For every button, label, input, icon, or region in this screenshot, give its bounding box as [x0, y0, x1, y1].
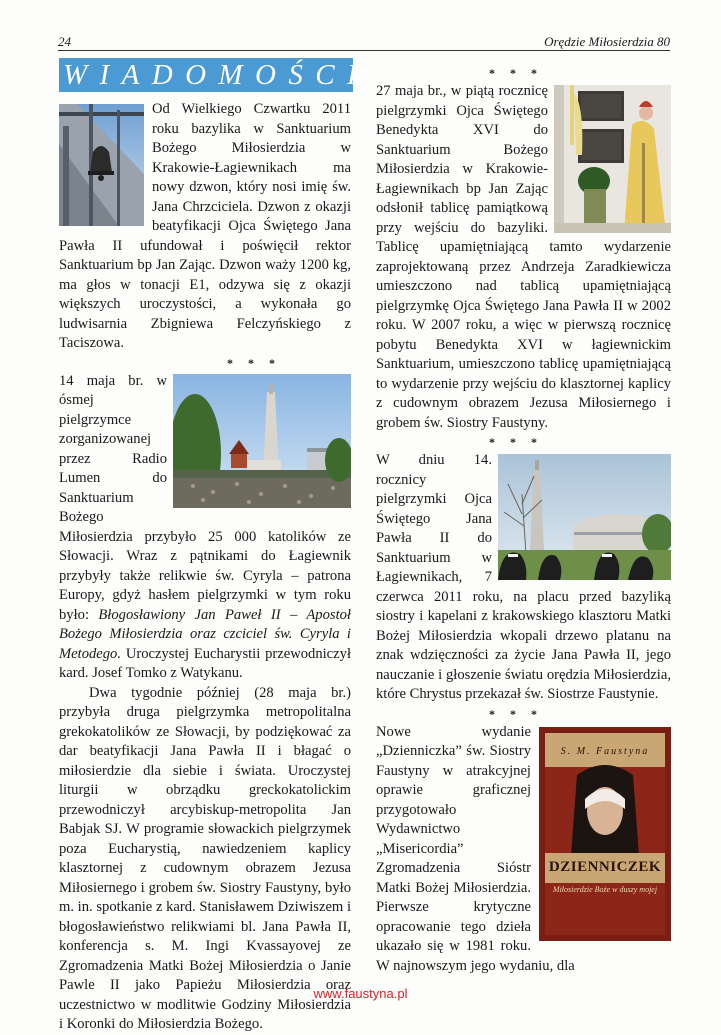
journal-title: Orędzie Miłosierdzia 80 — [544, 34, 670, 49]
pilgrimage-photo — [173, 374, 351, 508]
section-banner — [59, 58, 370, 92]
page-number: 24 — [58, 34, 71, 49]
plaque-article: 27 maja br., w piątą rocznicę pielgrzymki Ojca Świętego Benedykta XVI do Sanktuarium Bożego Miłosierdzia w Krakowie-Łagiewnikach bp Jan Zając odsłonił tablicę pamiątkową przy wejściu do bazyliki. Tablicę upamiętniającą tamto wydarzenie zaprojektowaną przez Andrzeja Zaradkiewicza umieszczono nad tablicą upamiętniającą pielgrzymkę Ojca Świętego Jana Pawła II w 2002 roku. W 2007 roku, a więc w pierwszą rocznicę pobytu Benedykta XVI w łagiewnickim Sanktuarium, umieszczono tablicę upamiętniającą to wydarzenie przy wejściu do klasztornej kaplicy z cudownym obrazem Jezusa Miłosiernego i grobem św. Siostry Faustyny. — [376, 83, 671, 431]
greek-catholic-article: Dwa tygodnie później (28 maja br.) przybyła druga pielgrzymka metropolitalna grekokatolików ze Słowacji, by podziękować za dar beatyfikacji Jana Pawła II i błagać o miłosierdzie dla siebie i świata. Uroczystej liturgii w obrządku greckokatolickim przewodniczył arcybiskup-metropolita Jan Babjak SJ. W programie słowackich pielgrzymek poza Eucharystią, nawiedzeniem kaplicy klasztornej z cudownym obrazem Jezusa Miłosiernego i grobem św. Siostry Faustyny, było m. in. spotkanie z kard. Stanisławem Dziwiszem i błogosławieństwo relikwiami bl. Jana Pawła II, konferencja s. M. Ingi Kvassayovej ze Zgromadzenia Matki Bożej Miłosierdzia o Janie Pawle II jako Papieżu Miłosierdzia oraz uczestnictwo w modlitwie Godziny Miłosierdzia i Koronki do Miłosierdzia Bożego. — [59, 684, 351, 1032]
separator-3: * * * — [489, 435, 543, 449]
separator-4: * * * — [489, 706, 543, 721]
diary-article: Nowe wydanie „Dzienniczka” św. Siostry Faustyny w atrakcyjnej oprawie graficznej przygotowało Wydawnictwo „Misericordia” Zgromadzenia Sióstr Matki Bożej Miłosierdzia. Pierwsze krytyczne opracowanie tego dzieła ukazało się w 1981 roku. W najnowszym jego wydaniu, dla — [376, 723, 575, 974]
plane-tree-photo — [498, 454, 671, 580]
pilgrimage-text-start: 14 maja br. w ósmej pielgrzymce zorganizowanej przez Radio Lumen do Sanktuarium Bożego Miłosierdzia przybyło 25 000 katolików ze Słowacji. Wraz z pątnikami do Łagiewnik przybyły także relikwie św. Cyryla – patrona Europy, gdyż hasłem pielgrzymki w tym roku było: — [59, 372, 351, 623]
footer-url[interactable] — [0, 986, 721, 1001]
pilgrimage-motto: Błogosławiony Jan Paweł II – Apostoł Bożego Miłosierdzia oraz czciciel św. Cyryla i Metodego. — [59, 606, 351, 662]
footer-link[interactable]: www.faustyna.pl — [313, 986, 408, 1001]
separator-1: * * * — [227, 355, 281, 370]
book-author: S. M. Faustyna — [560, 745, 650, 757]
plaque-photo — [554, 85, 671, 233]
section-title: WIADOMOŚCI — [63, 59, 370, 91]
separator-2: * * * — [489, 66, 543, 80]
bell-photo — [59, 104, 144, 226]
running-header — [58, 34, 670, 51]
bell-article: Od Wielkiego Czwartku 2011 roku bazylika w Sanktuarium Bożego Miłosierdzia w Krakowie-Łagiewnikach ma nowy dzwon, który nosi imię św. Jana Chrzciciela. Dzwon z okazji beatyfikacji Ojca Świętego Jana Pawła II ufundował i poświęcił rektor Sanktuarium bp Jan Zając. Dzwon waży 1200 kg, ma głos w tonacji E1, odzywa się z okazji większych uroczystości, a wykonała go ludwisarnia Zbigniewa Felczyńskiego z Taciszowa. — [59, 101, 351, 351]
right-column — [376, 64, 671, 972]
pilgrimage-text-end: Uroczystej Eucharystii przewodniczył kard. Josef Tomko z Watykanu. — [59, 645, 351, 681]
book-title: DZIENNICZEK — [548, 858, 662, 875]
diary-book-cover — [539, 727, 671, 941]
left-column — [59, 100, 351, 1032]
plane-tree-article: W dniu 14. rocznicy pielgrzymki Ojca Świętego Jana Pawła II do Sanktuarium w Łagiewnikach, 7 czerwca 2011 roku, na placu przed bazyliką siostry i kapelani z krakowskiego klasztoru Matki Bożej Miłosierdzia wkopali drzewo platanu na znak wdzięczności za życie Jana Pawła II, jego nauczanie i głoszenie światu orędzia Miłosierdzia, które Chrystus przekazał św. Siostrze Faustynie. — [376, 452, 671, 702]
book-subtitle: Miłosierdzie Boże w duszy mojej — [552, 884, 658, 894]
